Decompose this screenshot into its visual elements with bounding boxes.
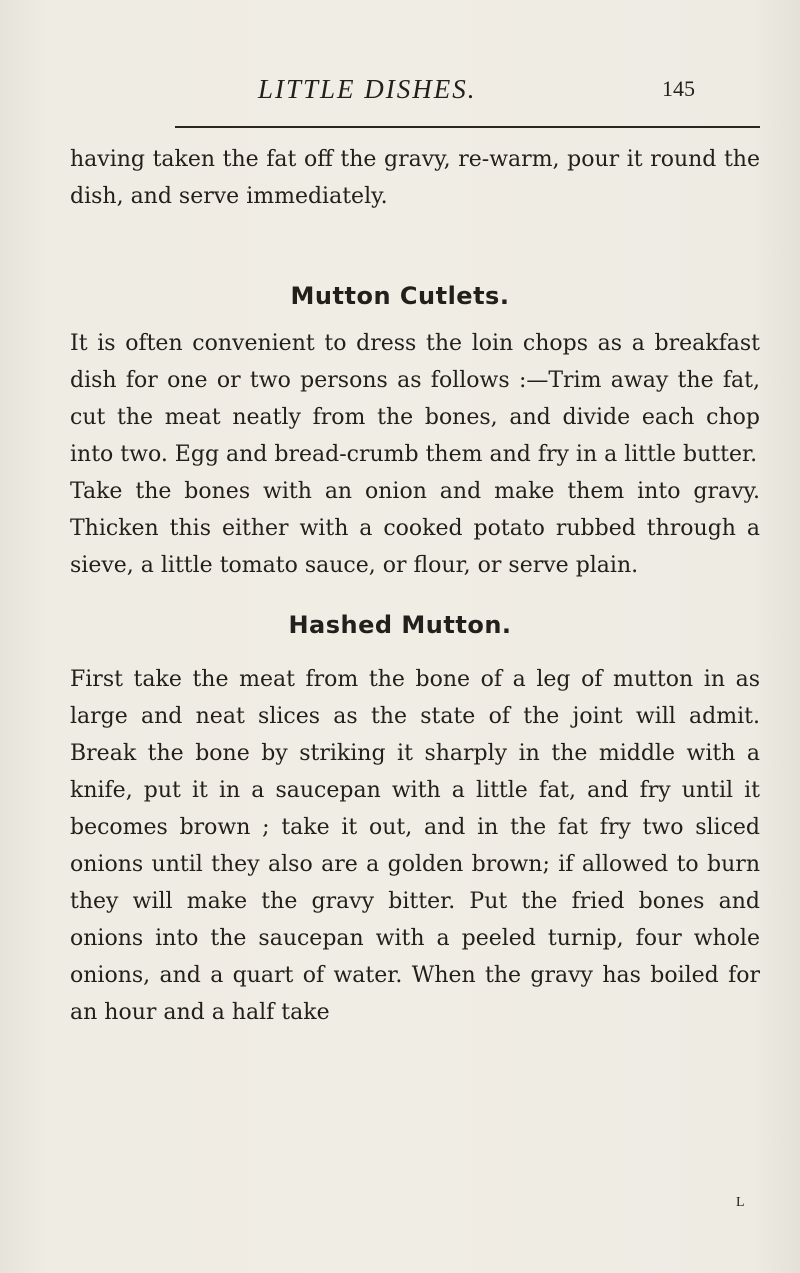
mutton-cutlets-paragraph-2: Take the bones with an onion and make them into gravy. Thicken this either with a cooked potato rubbed through a sieve, a little tomato sauce, or flour, or serve plain. [70,479,760,578]
mutton-cutlets-paragraph-1: It is often convenient to dress the loin chops as a breakfast dish for one or two persons as follows :—Trim away the fat, cut the meat neatly from the bones, and divide each chop into two. Egg and bread-crumb them and fry in a little butter. [70,331,760,467]
hashed-mutton-paragraph: First take the meat from the bone of a leg of mutton in as large and neat slices as the state of the joint will admit. Break the bone by striking it sharply in the middle with a knife, put it in a saucepan with a little fat, and fry until it becomes brown ; take it out, and in the fat fry two sliced onions until they also are a golden brown; if allowed to burn they will make the gravy bitter. Put the fried bones and onions into the saucepan with a peeled turnip, four whole onions, and a quart of water. When the gravy has boiled for an hour and a half take [70,667,760,1025]
signature-mark: L [736,1195,745,1210]
page-header [140,70,695,110]
running-title: LITTLE DISHES. [258,74,477,104]
mutton-cutlets-text [70,325,760,584]
heading-hashed-mutton: Hashed Mutton. [288,611,512,639]
page-number: 145 [662,76,695,101]
heading-mutton-cutlets: Mutton Cutlets. [290,282,510,310]
header-rule [175,126,760,128]
continuation-paragraph: having taken the fat off the gravy, re-warm, pour it round the dish, and serve immediately. [70,147,760,209]
